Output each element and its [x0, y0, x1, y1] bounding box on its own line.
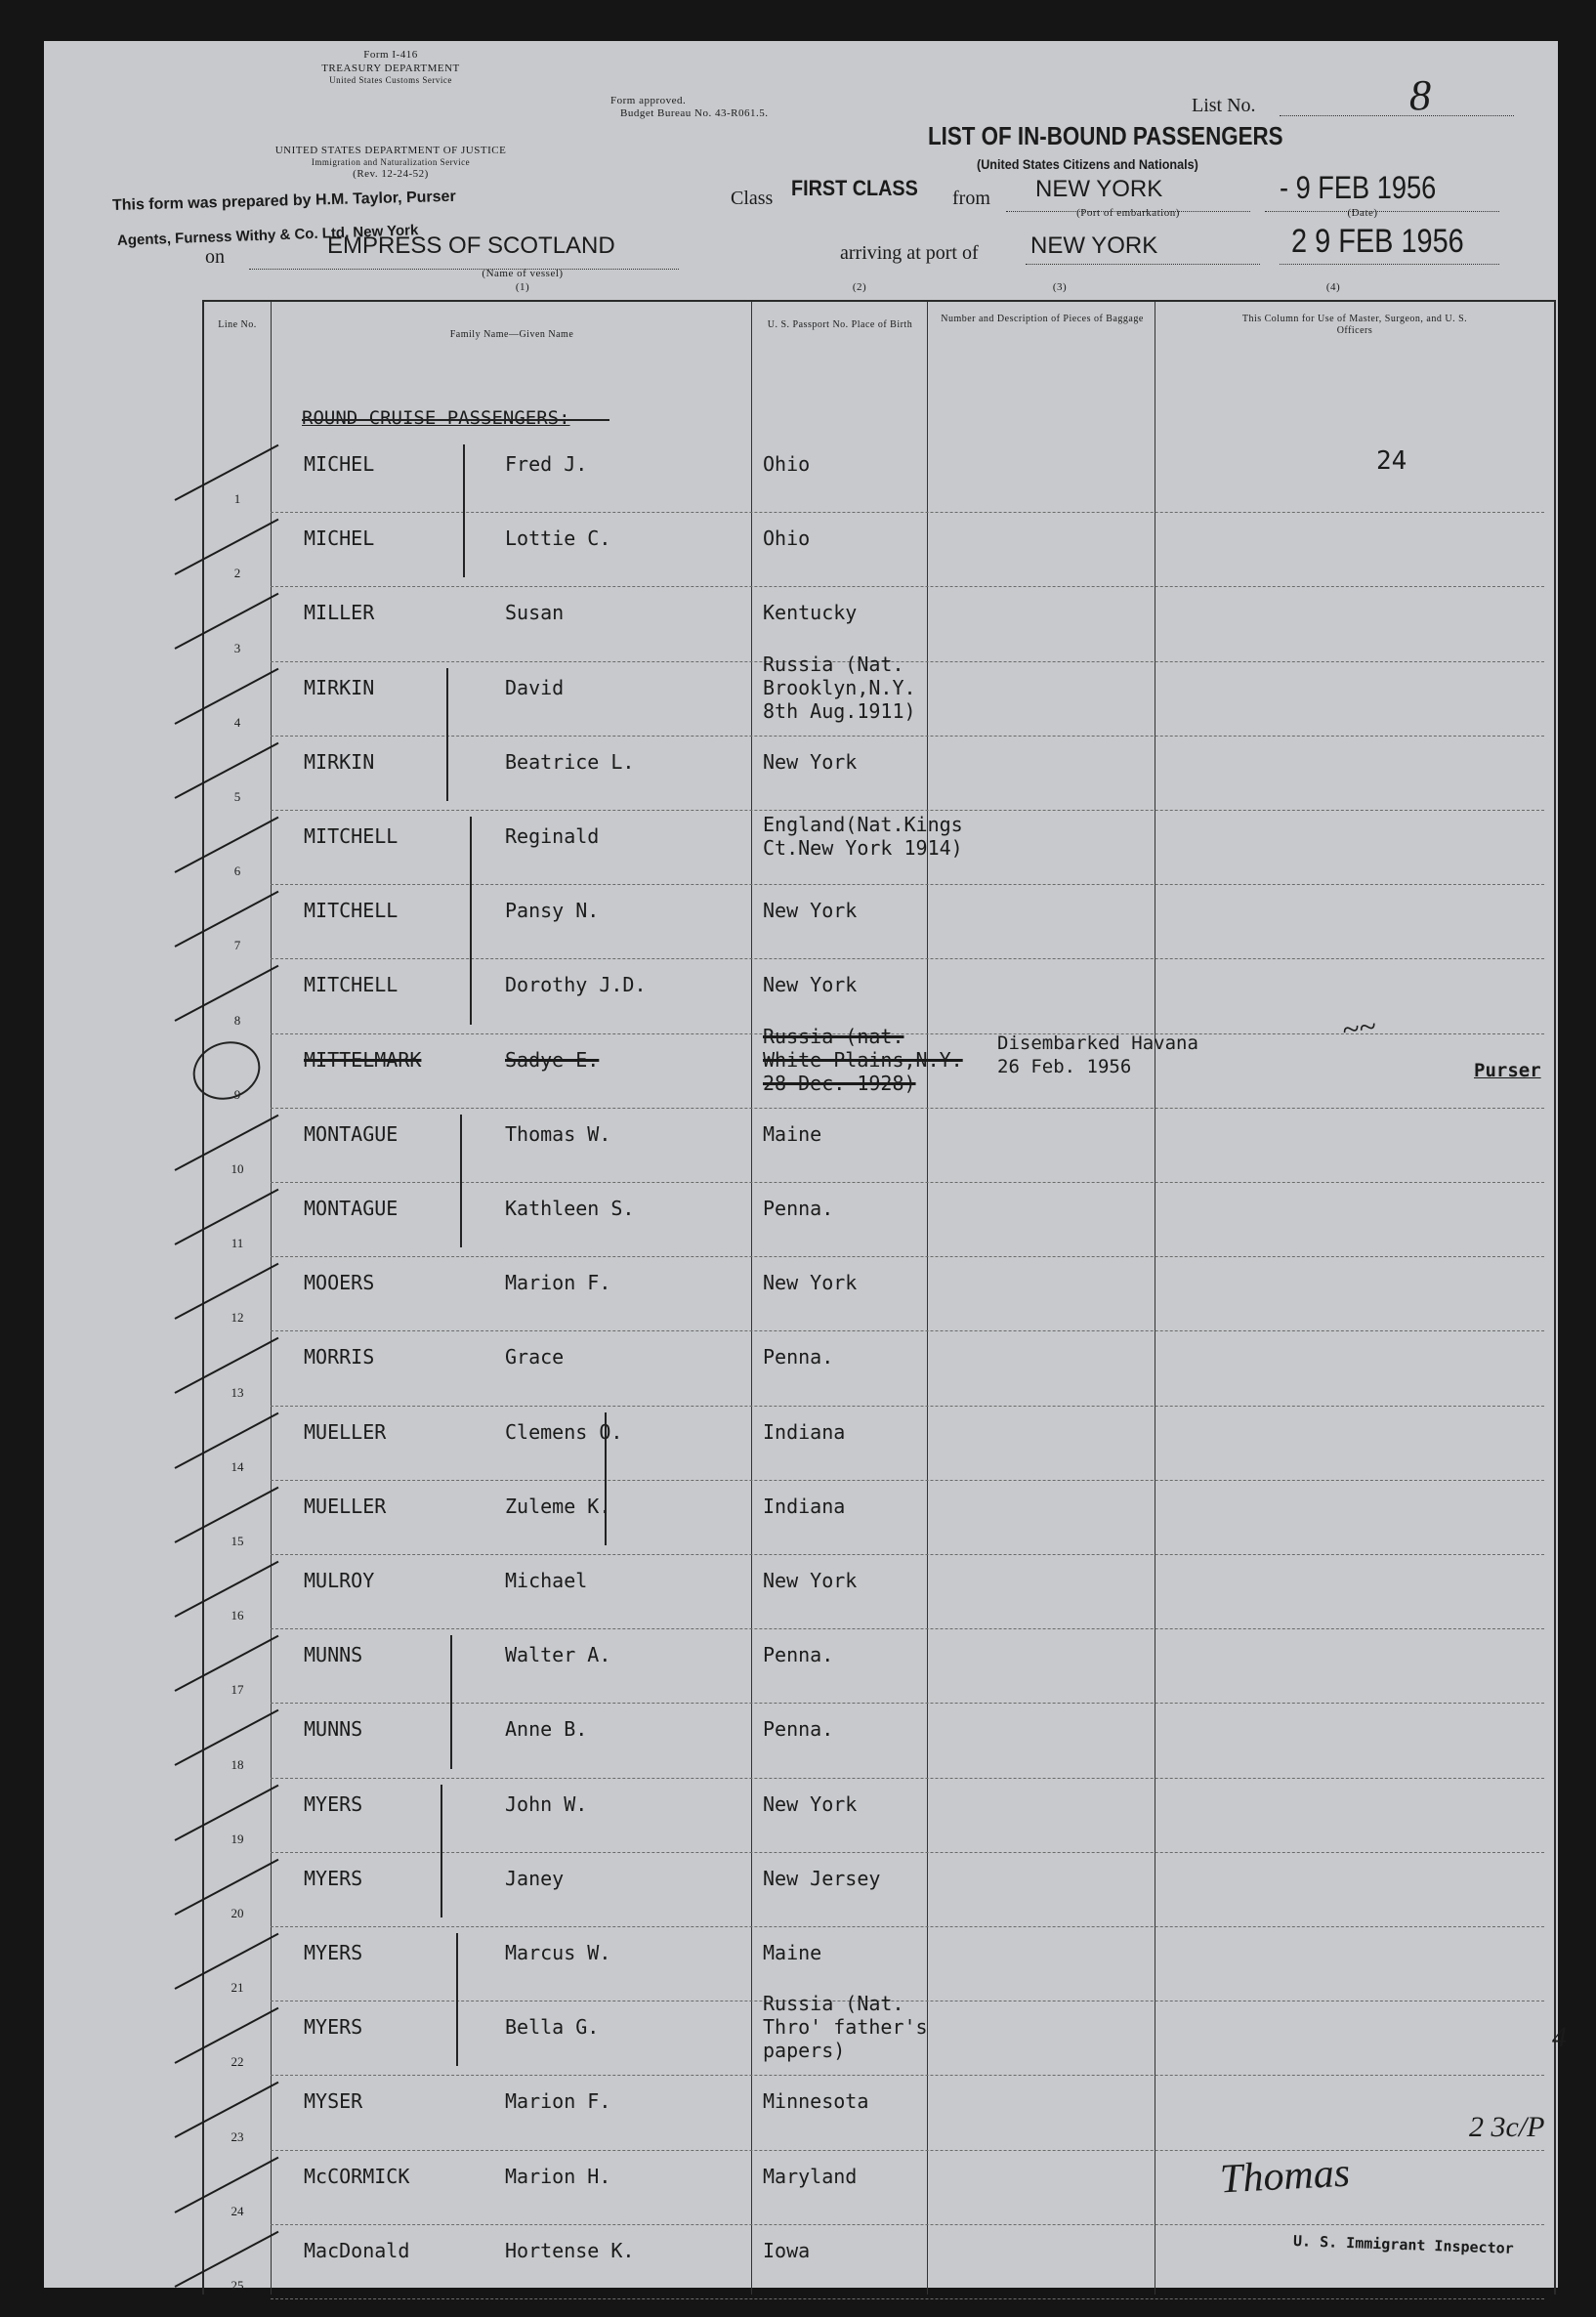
col-header-line-no: Line No. [218, 319, 257, 330]
place-of-birth: Minnesota [763, 2089, 869, 2114]
family-name: MUNNS [304, 1717, 363, 1742]
table-row [204, 1407, 1554, 1481]
family-name: MUELLER [304, 1419, 387, 1444]
place-of-birth: Ohio [763, 452, 811, 476]
col-header-name: Family Name—Given Name [449, 329, 574, 340]
line-number: 22 [231, 2054, 244, 2070]
arriving-line [1026, 264, 1260, 265]
place-of-birth: Ohio [763, 527, 811, 551]
place-of-birth: Indiana [763, 1494, 846, 1518]
form-number: Form I-416 [363, 49, 418, 61]
family-name: MULROY [304, 1569, 375, 1592]
family-name: MITCHELL [304, 899, 399, 923]
arrival-date: 2 9 FEB 1956 [1291, 223, 1464, 260]
line-number: 17 [231, 1682, 244, 1698]
arriving-label: arriving at port of [840, 242, 979, 264]
table-row [204, 439, 1554, 513]
table-row [204, 587, 1554, 661]
place-of-birth: Maine [763, 1941, 822, 1964]
family-name: MITCHELL [304, 973, 399, 997]
inspector-label: U. S. Immigrant Inspector [1292, 2232, 1515, 2257]
place-of-birth: New York [763, 749, 858, 774]
vessel-name: EMPRESS OF SCOTLAND [327, 232, 615, 259]
family-brace [456, 1933, 458, 2066]
place-of-birth: Maryland [763, 2164, 858, 2188]
place-of-birth: Penna. [763, 1197, 834, 1220]
arriving-port: NEW YORK [1030, 232, 1158, 259]
line-number: 12 [231, 1310, 244, 1326]
table-row [204, 1992, 1554, 2076]
line-number: 9 [233, 1086, 241, 1102]
given-name: John W. [505, 1791, 588, 1816]
place-of-birth: Penna. [763, 1643, 834, 1667]
given-name: Pansy N. [505, 899, 600, 923]
line-number: 5 [233, 788, 241, 804]
family-name: MOOERS [304, 1271, 375, 1295]
family-name: MICHEL [304, 452, 375, 476]
line-number: 10 [231, 1160, 244, 1176]
family-name: MUNNS [304, 1643, 363, 1667]
family-name: MYERS [304, 1866, 363, 1890]
table-row [204, 811, 1554, 885]
family-name: MIRKIN [304, 749, 375, 774]
line-number: 20 [231, 1905, 244, 1920]
family-brace [460, 1115, 462, 1247]
line-number: 14 [231, 1458, 244, 1474]
given-name: Walter A. [505, 1643, 611, 1667]
from-label: from [952, 188, 990, 209]
purser-signature: ~~ [1339, 1007, 1378, 1048]
place-of-birth: England(Nat.Kings Ct.New York 1914) [763, 813, 963, 860]
line-number: 8 [233, 1012, 241, 1028]
family-name: MICHEL [304, 527, 375, 551]
justice-dept: UNITED STATES DEPARTMENT OF JUSTICE [274, 145, 507, 156]
given-name: David [505, 675, 565, 699]
family-name: MYERS [304, 1791, 363, 1816]
line-number: 13 [231, 1384, 244, 1400]
place-of-birth: New York [763, 973, 858, 997]
col2-num: (2) [852, 281, 867, 293]
date-caption: (Date) [1347, 207, 1378, 219]
given-name: Susan [505, 601, 565, 625]
line-number: 19 [231, 1831, 244, 1846]
agents-line: Agents, Furness Withy & Co. Ltd. New York [116, 222, 419, 249]
line-number: 3 [233, 640, 241, 655]
ins-label: Immigration and Naturalization Service [311, 157, 471, 167]
family-brace [463, 444, 465, 577]
given-name: Dorothy J.D. [505, 973, 647, 997]
on-label: on [205, 246, 225, 268]
vessel-caption: (Name of vessel) [482, 268, 564, 279]
family-name: McCORMICK [304, 2164, 410, 2188]
line-number: 15 [231, 1533, 244, 1548]
given-name: Anne B. [505, 1717, 588, 1742]
manifest-page [44, 41, 1567, 2293]
customs-service: United States Customs Service [329, 75, 452, 85]
col-header-passport: U. S. Passport No. Place of Birth [767, 319, 913, 330]
place-of-birth: Russia (Nat. Brooklyn,N.Y. 8th Aug.1911) [763, 652, 916, 723]
from-value: NEW YORK [1035, 176, 1163, 202]
given-name: Kathleen S. [505, 1197, 635, 1220]
given-name: Reginald [505, 824, 600, 848]
family-name: MYERS [304, 1941, 363, 1964]
given-name: Zuleme K. [505, 1494, 611, 1518]
line-number: 1 [233, 491, 241, 507]
table-row [204, 2151, 1554, 2225]
family-name: MONTAGUE [304, 1121, 399, 1146]
section-heading-strike [302, 419, 609, 421]
line-number: 16 [231, 1608, 244, 1623]
inspector-signature: Thomas [1218, 2150, 1352, 2203]
family-name: MYERS [304, 2015, 363, 2040]
given-name: Bella G. [505, 2015, 600, 2040]
table-row [204, 1331, 1554, 1406]
table-row [204, 652, 1554, 737]
place-of-birth: Iowa [763, 2238, 811, 2262]
prepared-by: This form was prepared by H.M. Taylor, Purser [111, 188, 456, 214]
line-number: 25 [231, 2277, 244, 2293]
count-note: 24 [1376, 446, 1407, 476]
table-row [204, 737, 1554, 811]
place-of-birth: Penna. [763, 1345, 834, 1369]
table-row [204, 1629, 1554, 1704]
given-name: Fred J. [505, 452, 588, 476]
family-name: MONTAGUE [304, 1197, 399, 1220]
fraction-mark: 2 3c/P [1469, 2111, 1545, 2143]
list-no-value: 8 [1409, 71, 1431, 119]
margin-mark: 4 [1552, 2021, 1567, 2053]
line-number: 21 [231, 1980, 244, 1996]
place-of-birth: Russia (Nat. Thro' father's papers) [763, 1992, 928, 2063]
section-heading: ROUND CRUISE PASSENGERS: [302, 407, 570, 429]
given-name: Marcus W. [505, 1941, 611, 1964]
table-row [204, 1555, 1554, 1629]
class-label: Class [731, 188, 774, 209]
line-number: 23 [231, 2128, 244, 2144]
line-number: 7 [233, 938, 241, 953]
rev-date: (Rev. 12-24-52) [353, 168, 429, 180]
family-name: MILLER [304, 601, 375, 625]
given-name: Michael [505, 1569, 588, 1592]
port-caption: (Port of embarkation) [1076, 207, 1180, 219]
place-of-birth: Kentucky [763, 601, 858, 625]
passenger-table [202, 300, 1567, 2295]
treasury-dept: TREASURY DEPARTMENT [321, 63, 460, 74]
table-row [204, 1779, 1554, 1853]
page-title: LIST OF IN-BOUND PASSENGERS [928, 121, 1283, 150]
given-name: Sadye E. [505, 1047, 600, 1072]
given-name: Marion F. [505, 2089, 611, 2114]
line-number: 11 [231, 1236, 244, 1251]
table-row [204, 1109, 1554, 1183]
given-name: Beatrice L. [505, 749, 635, 774]
family-name: MacDonald [304, 2238, 410, 2262]
place-of-birth: New Jersey [763, 1866, 881, 1890]
table-row [204, 1257, 1554, 1331]
place-of-birth: New York [763, 1569, 858, 1592]
col1-num: (1) [515, 281, 530, 293]
table-row [204, 2076, 1554, 2150]
family-name: MORRIS [304, 1345, 375, 1369]
place-of-birth: Russia (nat. White Plains,N.Y. 28 Dec. 1928) [763, 1024, 963, 1095]
given-name: Marion F. [505, 1271, 611, 1295]
family-name: MUELLER [304, 1494, 387, 1518]
place-of-birth: Maine [763, 1121, 822, 1146]
given-name: Grace [505, 1345, 565, 1369]
col3-num: (3) [1052, 281, 1068, 293]
place-of-birth: Penna. [763, 1717, 834, 1742]
family-brace [446, 668, 448, 801]
place-of-birth: New York [763, 1791, 858, 1816]
family-name: MITTELMARK [304, 1047, 422, 1072]
row-rule [271, 2298, 1544, 2299]
given-name: Lottie C. [505, 527, 611, 551]
class-value: FIRST CLASS [791, 176, 918, 200]
place-of-birth: New York [763, 1271, 858, 1295]
page-subtitle: (United States Citizens and Nationals) [977, 156, 1198, 172]
family-brace [470, 817, 472, 1025]
purser-label: Purser [1474, 1060, 1541, 1081]
table-row [204, 1927, 1554, 2001]
line-number: 18 [231, 1756, 244, 1772]
table-row [204, 1183, 1554, 1257]
col-header-officers: This Column for Use of Master, Surgeon, and U. S. Officers [1241, 314, 1468, 336]
departure-date: - 9 FEB 1956 [1280, 170, 1437, 205]
family-name: MYSER [304, 2089, 363, 2114]
col4-num: (4) [1325, 281, 1341, 293]
place-of-birth: New York [763, 899, 858, 923]
arrival-date-line [1280, 264, 1499, 265]
table-row [204, 513, 1554, 587]
line-number: 4 [233, 714, 241, 730]
given-name: Clemens O. [505, 1419, 623, 1444]
given-name: Thomas W. [505, 1121, 611, 1146]
table-row [204, 1853, 1554, 1927]
table-row [204, 1481, 1554, 1555]
line-number: 2 [233, 566, 241, 581]
approval-line2: Budget Bureau No. 43-R061.5. [620, 107, 769, 119]
table-row [204, 1704, 1554, 1778]
disembarked-note: Disembarked Havana 26 Feb. 1956 [997, 1032, 1198, 1077]
family-brace [450, 1635, 452, 1768]
family-brace [441, 1785, 442, 1917]
family-name: MITCHELL [304, 824, 399, 848]
list-no-line [1280, 115, 1514, 116]
line-number: 24 [231, 2203, 244, 2218]
family-name: MIRKIN [304, 675, 375, 699]
given-name: Hortense K. [505, 2238, 635, 2262]
col-header-baggage: Number and Description of Pieces of Baggage [941, 314, 1144, 324]
place-of-birth: Indiana [763, 1419, 846, 1444]
list-no-label: List No. [1192, 95, 1256, 116]
family-brace [605, 1412, 607, 1545]
given-name: Marion H. [505, 2164, 611, 2188]
approval-line1: Form approved. [610, 95, 687, 106]
table-row [204, 885, 1554, 959]
given-name: Janey [505, 1866, 565, 1890]
passenger-rows [204, 439, 1554, 2295]
line-number: 6 [233, 864, 241, 879]
